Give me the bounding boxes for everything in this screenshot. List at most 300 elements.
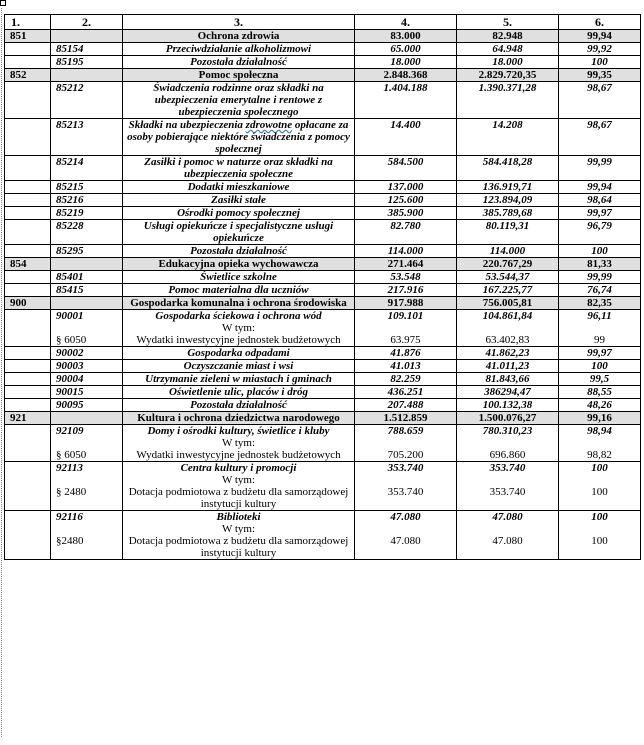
row-plan-value: 1.404.188: [383, 82, 428, 94]
row-plan: [355, 82, 457, 119]
row-dzial-blank: [5, 284, 51, 297]
row-wykonanie: [457, 181, 559, 194]
row-plan-value: 47.080: [390, 511, 421, 523]
table-anchor-marker: [0, 0, 6, 6]
row-name-value: Biblioteki: [216, 511, 261, 523]
section-code: [51, 297, 123, 310]
row-code-value: 92109: [56, 425, 84, 437]
row-code-value: 85214: [56, 156, 84, 168]
row-wykonanie: [457, 220, 559, 245]
subsection-row: [5, 310, 641, 347]
section-code: [51, 258, 123, 271]
row-name-value: Składki na ubezpieczenia zdrowotne opłacane za osoby pobierające niektóre świadczenia z pomocy społecznej: [127, 119, 350, 155]
row-procent: [559, 462, 641, 511]
table-body: [5, 15, 641, 560]
row-wykonanie-value: 386294,47: [484, 386, 531, 398]
section-dzial: 921: [5, 412, 51, 425]
row-name-value: Ośrodki pomocy społecznej: [177, 207, 300, 219]
row-name-value: Pozostała działalność: [190, 399, 287, 411]
row-name-value: Pozostała działalność: [190, 245, 287, 257]
row-name-value: Usługi opiekuńcze i specjalistyczne usługi opiekuńcze: [143, 220, 334, 244]
detail-spacer: [459, 437, 556, 449]
row-name: [123, 82, 355, 119]
row-dzial-blank: [5, 373, 51, 386]
detail-name: Wydatki inwestycyjne jednostek budżetowych: [136, 449, 341, 461]
row-code-value: 90002: [56, 347, 84, 359]
subsection-row: [5, 156, 641, 181]
row-name-value: Pomoc materialna dla uczniów: [168, 284, 309, 296]
subsection-row: [5, 181, 641, 194]
row-name-value: Przeciwdziałanie alkoholizmowi: [165, 43, 312, 55]
row-plan: [355, 386, 457, 399]
subsection-row: [5, 119, 641, 156]
subsection-row: [5, 284, 641, 297]
row-procent: [559, 373, 641, 386]
section-plan: 83.000: [355, 30, 457, 43]
row-name: [123, 245, 355, 258]
detail-procent: 99: [594, 334, 605, 346]
row-plan-value: 125.600: [387, 194, 424, 206]
row-plan-value: 436.251: [387, 386, 424, 398]
row-name-value: Centra kultury i promocji: [180, 462, 297, 474]
row-code: [51, 462, 123, 511]
row-procent-value: 99,97: [587, 207, 612, 219]
section-row: [5, 297, 641, 310]
row-procent-value: 99,92: [587, 43, 612, 55]
row-code: [51, 82, 123, 119]
row-code-value: 90095: [56, 399, 84, 411]
row-plan: [355, 399, 457, 412]
row-dzial-blank: [5, 245, 51, 258]
margin-guide-line: [1, 8, 2, 737]
row-procent-value: 99,5: [589, 373, 610, 385]
section-row: [5, 69, 641, 82]
detail-spacer: [561, 474, 638, 486]
section-name: Edukacyjna opieka wychowawcza: [123, 258, 355, 271]
section-procent: 99,35: [559, 69, 641, 82]
row-wykonanie: [457, 82, 559, 119]
row-wykonanie: [457, 245, 559, 258]
detail-wykonanie: 696.860: [489, 449, 526, 461]
row-name: [123, 194, 355, 207]
section-row: [5, 258, 641, 271]
row-name-value: Zasiłki stałe: [211, 194, 266, 206]
row-wykonanie: [457, 310, 559, 347]
row-code-value: 85401: [56, 271, 84, 283]
row-plan: [355, 271, 457, 284]
row-procent-value: 99,99: [587, 156, 612, 168]
row-wykonanie-value: 780.310,23: [482, 425, 533, 437]
row-wykonanie-value: 100.132,38: [482, 399, 533, 411]
row-code: [51, 43, 123, 56]
detail-spacer: [357, 523, 454, 535]
row-procent-value: 99,99: [587, 271, 612, 283]
detail-name: Dotacja podmiotowa z budżetu dla samorządowej instytucji kultury: [128, 486, 349, 510]
detail-w-tym: W tym:: [221, 437, 256, 449]
row-code: [51, 245, 123, 258]
row-procent: [559, 310, 641, 347]
section-wykonanie: 756.005,81: [457, 297, 559, 310]
subsection-row: [5, 82, 641, 119]
row-procent: [559, 399, 641, 412]
row-wykonanie-value: 41.862,23: [485, 347, 530, 359]
row-code-value: 90015: [56, 386, 84, 398]
row-plan: [355, 425, 457, 462]
row-name: [123, 156, 355, 181]
row-wykonanie-value: 1.390.371,28: [478, 82, 537, 94]
row-code-value: 85215: [56, 181, 84, 193]
row-name-value: Gospodarka ściekowa i ochrona wód: [155, 310, 322, 322]
row-wykonanie: [457, 360, 559, 373]
row-procent-value: 48,26: [587, 399, 612, 411]
row-wykonanie-value: 81.843,66: [485, 373, 530, 385]
row-wykonanie: [457, 511, 559, 560]
section-plan: 917.988: [355, 297, 457, 310]
row-code: [51, 310, 123, 347]
row-name: [123, 43, 355, 56]
row-plan-value: 217.916: [387, 284, 424, 296]
row-code-value: 90001: [56, 310, 84, 322]
row-code: [51, 156, 123, 181]
row-wykonanie: [457, 284, 559, 297]
row-code: [51, 194, 123, 207]
detail-plan: 705.200: [387, 449, 424, 461]
row-plan-value: 82.780: [390, 220, 421, 232]
row-plan: [355, 373, 457, 386]
row-dzial-blank: [5, 43, 51, 56]
row-plan-value: 65.000: [390, 43, 421, 55]
row-procent-value: 99,94: [587, 181, 612, 193]
row-plan-value: 109.101: [387, 310, 424, 322]
row-procent: [559, 386, 641, 399]
row-code-value: 92116: [56, 511, 83, 523]
row-dzial-blank: [5, 207, 51, 220]
section-wykonanie: 1.500.076,27: [457, 412, 559, 425]
row-dzial-blank: [5, 425, 51, 462]
section-wykonanie: 220.767,29: [457, 258, 559, 271]
row-plan-value: 53.548: [390, 271, 421, 283]
row-procent: [559, 425, 641, 462]
section-name: Gospodarka komunalna i ochrona środowiska: [123, 297, 355, 310]
section-plan: 1.512.859: [355, 412, 457, 425]
subsection-row: [5, 245, 641, 258]
row-name: [123, 386, 355, 399]
row-wykonanie-value: 136.919,71: [482, 181, 533, 193]
section-code: [51, 69, 123, 82]
row-name: [123, 220, 355, 245]
row-procent-value: 96,11: [587, 310, 612, 322]
row-name: [123, 56, 355, 69]
row-code-value: 92113: [56, 462, 83, 474]
row-dzial-blank: [5, 56, 51, 69]
row-procent: [559, 284, 641, 297]
row-name: [123, 284, 355, 297]
row-plan: [355, 207, 457, 220]
row-code: [51, 399, 123, 412]
row-dzial-blank: [5, 181, 51, 194]
section-dzial: 900: [5, 297, 51, 310]
row-plan: [355, 156, 457, 181]
row-dzial-blank: [5, 220, 51, 245]
row-plan: [355, 360, 457, 373]
detail-paragraph: § 6050: [56, 334, 87, 346]
row-procent: [559, 220, 641, 245]
section-code: [51, 30, 123, 43]
row-wykonanie: [457, 119, 559, 156]
row-wykonanie-value: 14.208: [492, 119, 523, 131]
row-code: [51, 271, 123, 284]
section-procent: 82,35: [559, 297, 641, 310]
row-name-value: Zasiłki i pomoc w naturze oraz składki na ubezpieczenia społeczne: [144, 156, 333, 180]
row-plan: [355, 220, 457, 245]
row-dzial-blank: [5, 156, 51, 181]
subsection-row: [5, 462, 641, 511]
row-plan: [355, 181, 457, 194]
section-procent: 99,16: [559, 412, 641, 425]
header-col-1: 1.: [5, 15, 51, 30]
row-plan: [355, 194, 457, 207]
row-name-value: Pozostała działalność: [190, 56, 287, 68]
detail-spacer: [56, 322, 120, 334]
row-wykonanie-value: 385.789,68: [482, 207, 533, 219]
header-col-2: 2.: [51, 15, 123, 30]
row-wykonanie: [457, 156, 559, 181]
detail-procent: 100: [591, 486, 608, 498]
row-plan-value: 788.659: [387, 425, 424, 437]
row-dzial-blank: [5, 82, 51, 119]
row-procent-value: 96,79: [587, 220, 612, 232]
row-wykonanie: [457, 194, 559, 207]
detail-name: Wydatki inwestycyjne jednostek budżetowych: [136, 334, 341, 346]
row-wykonanie: [457, 271, 559, 284]
row-name: [123, 119, 355, 156]
row-procent: [559, 56, 641, 69]
row-name: [123, 399, 355, 412]
row-procent-value: 100: [591, 511, 608, 523]
row-procent: [559, 245, 641, 258]
detail-spacer: [56, 437, 120, 449]
row-code-value: 90003: [56, 360, 84, 372]
header-row: [5, 15, 641, 30]
row-name: [123, 511, 355, 560]
row-procent: [559, 360, 641, 373]
row-procent-value: 99,97: [587, 347, 612, 359]
row-plan: [355, 245, 457, 258]
header-col-6: 6.: [559, 15, 641, 30]
row-name: [123, 271, 355, 284]
row-code: [51, 386, 123, 399]
row-plan-value: 18.000: [390, 56, 421, 68]
row-plan: [355, 284, 457, 297]
detail-plan: 353.740: [387, 486, 424, 498]
row-dzial-blank: [5, 511, 51, 560]
section-name: Kultura i ochrona dziedzictwa narodowego: [123, 412, 355, 425]
detail-spacer: [56, 523, 120, 535]
detail-spacer: [459, 322, 556, 334]
row-plan: [355, 511, 457, 560]
row-wykonanie-value: 53.544,37: [485, 271, 530, 283]
row-plan-value: 353.740: [387, 462, 424, 474]
row-code: [51, 425, 123, 462]
row-plan-value: 14.400: [390, 119, 421, 131]
row-code-value: 85295: [56, 245, 84, 257]
row-procent: [559, 43, 641, 56]
row-wykonanie: [457, 56, 559, 69]
row-plan-value: 385.900: [387, 207, 424, 219]
row-dzial-blank: [5, 386, 51, 399]
row-plan: [355, 347, 457, 360]
row-procent-value: 100: [591, 245, 608, 257]
row-wykonanie-value: 353.740: [489, 462, 526, 474]
detail-w-tym: W tym:: [221, 322, 256, 334]
row-procent-value: 98,94: [587, 425, 612, 437]
subsection-row: [5, 220, 641, 245]
row-name-value: Domy i ośrodki kultury, świetlice i kluby: [147, 425, 330, 437]
row-name: [123, 347, 355, 360]
row-name: [123, 181, 355, 194]
section-dzial: 851: [5, 30, 51, 43]
row-wykonanie-value: 80.119,31: [485, 220, 530, 232]
row-code: [51, 347, 123, 360]
detail-wykonanie: 353.740: [489, 486, 526, 498]
row-code-value: 85212: [56, 82, 84, 94]
row-dzial-blank: [5, 347, 51, 360]
row-dzial-blank: [5, 310, 51, 347]
section-name: Pomoc społeczna: [123, 69, 355, 82]
row-wykonanie: [457, 386, 559, 399]
row-dzial-blank: [5, 271, 51, 284]
row-dzial-blank: [5, 119, 51, 156]
row-name: [123, 207, 355, 220]
row-code: [51, 360, 123, 373]
detail-wykonanie: 47.080: [492, 535, 523, 547]
header-col-5: 5.: [457, 15, 559, 30]
subsection-row: [5, 194, 641, 207]
row-wykonanie-value: 584.418,28: [482, 156, 533, 168]
row-code-value: 85154: [56, 43, 84, 55]
section-code: [51, 412, 123, 425]
row-code-value: 85195: [56, 56, 84, 68]
row-name-value: Świetlice szkolne: [200, 271, 277, 283]
subsection-row: [5, 360, 641, 373]
subsection-row: [5, 511, 641, 560]
subsection-row: [5, 425, 641, 462]
row-procent: [559, 119, 641, 156]
row-procent: [559, 194, 641, 207]
detail-w-tym: W tym:: [221, 523, 256, 535]
detail-plan: 47.080: [390, 535, 421, 547]
subsection-row: [5, 207, 641, 220]
row-procent-value: 100: [591, 462, 608, 474]
row-plan-value: 137.000: [387, 181, 424, 193]
subsection-row: [5, 56, 641, 69]
row-code: [51, 207, 123, 220]
row-code-value: 85228: [56, 220, 84, 232]
row-wykonanie-value: 18.000: [492, 56, 523, 68]
row-wykonanie: [457, 207, 559, 220]
row-wykonanie-value: 47.080: [492, 511, 523, 523]
row-wykonanie-value: 41.011,23: [485, 360, 530, 372]
row-name-value: Gospodarka odpadami: [187, 347, 290, 359]
section-dzial: 852: [5, 69, 51, 82]
row-procent-value: 98,67: [587, 82, 612, 94]
row-dzial-blank: [5, 462, 51, 511]
row-wykonanie-value: 123.894,09: [482, 194, 533, 206]
row-code: [51, 220, 123, 245]
section-procent: 81,33: [559, 258, 641, 271]
section-row: [5, 30, 641, 43]
row-procent: [559, 181, 641, 194]
row-dzial-blank: [5, 399, 51, 412]
section-wykonanie: 82.948: [457, 30, 559, 43]
header-col-4: 4.: [355, 15, 457, 30]
row-procent-value: 98,67: [587, 119, 612, 131]
detail-spacer: [459, 523, 556, 535]
detail-paragraph: § 6050: [56, 449, 87, 461]
row-code-value: 85219: [56, 207, 84, 219]
detail-name: Dotacja podmiotowa z budżetu dla samorządowej instytucji kultury: [128, 535, 349, 559]
subsection-row: [5, 43, 641, 56]
row-wykonanie-value: 167.225,77: [482, 284, 533, 296]
subsection-row: [5, 399, 641, 412]
row-code: [51, 511, 123, 560]
row-code-value: 85415: [56, 284, 84, 296]
detail-procent: 100: [591, 535, 608, 547]
row-code: [51, 373, 123, 386]
row-plan-value: 584.500: [387, 156, 424, 168]
section-name: Ochrona zdrowia: [123, 30, 355, 43]
row-procent-value: 76,74: [587, 284, 612, 296]
row-procent: [559, 347, 641, 360]
detail-spacer: [561, 437, 638, 449]
budget-table: [4, 14, 641, 560]
row-dzial-blank: [5, 194, 51, 207]
detail-procent: 98,82: [587, 449, 612, 461]
section-procent: 99,94: [559, 30, 641, 43]
row-procent: [559, 82, 641, 119]
row-plan: [355, 56, 457, 69]
row-name-value: Oczyszczanie miast i wsi: [183, 360, 294, 372]
detail-spacer: [561, 523, 638, 535]
row-wykonanie-value: 114.000: [489, 245, 526, 257]
row-name: [123, 462, 355, 511]
row-plan: [355, 119, 457, 156]
detail-spacer: [561, 322, 638, 334]
row-name-value: Dodatki mieszkaniowe: [187, 181, 290, 193]
header-col-3: 3.: [123, 15, 355, 30]
detail-w-tym: W tym:: [221, 474, 256, 486]
row-wykonanie: [457, 347, 559, 360]
row-name: [123, 425, 355, 462]
row-procent: [559, 156, 641, 181]
row-procent-value: 100: [591, 56, 608, 68]
row-wykonanie: [457, 425, 559, 462]
section-wykonanie: 2.829.720,35: [457, 69, 559, 82]
row-code: [51, 56, 123, 69]
row-code-value: 85213: [56, 119, 84, 131]
subsection-row: [5, 386, 641, 399]
subsection-row: [5, 373, 641, 386]
row-code: [51, 119, 123, 156]
row-wykonanie: [457, 462, 559, 511]
row-wykonanie-value: 104.861,84: [482, 310, 533, 322]
row-procent: [559, 511, 641, 560]
row-code: [51, 181, 123, 194]
detail-spacer: [357, 437, 454, 449]
row-procent: [559, 271, 641, 284]
detail-spacer: [357, 474, 454, 486]
section-row: [5, 412, 641, 425]
